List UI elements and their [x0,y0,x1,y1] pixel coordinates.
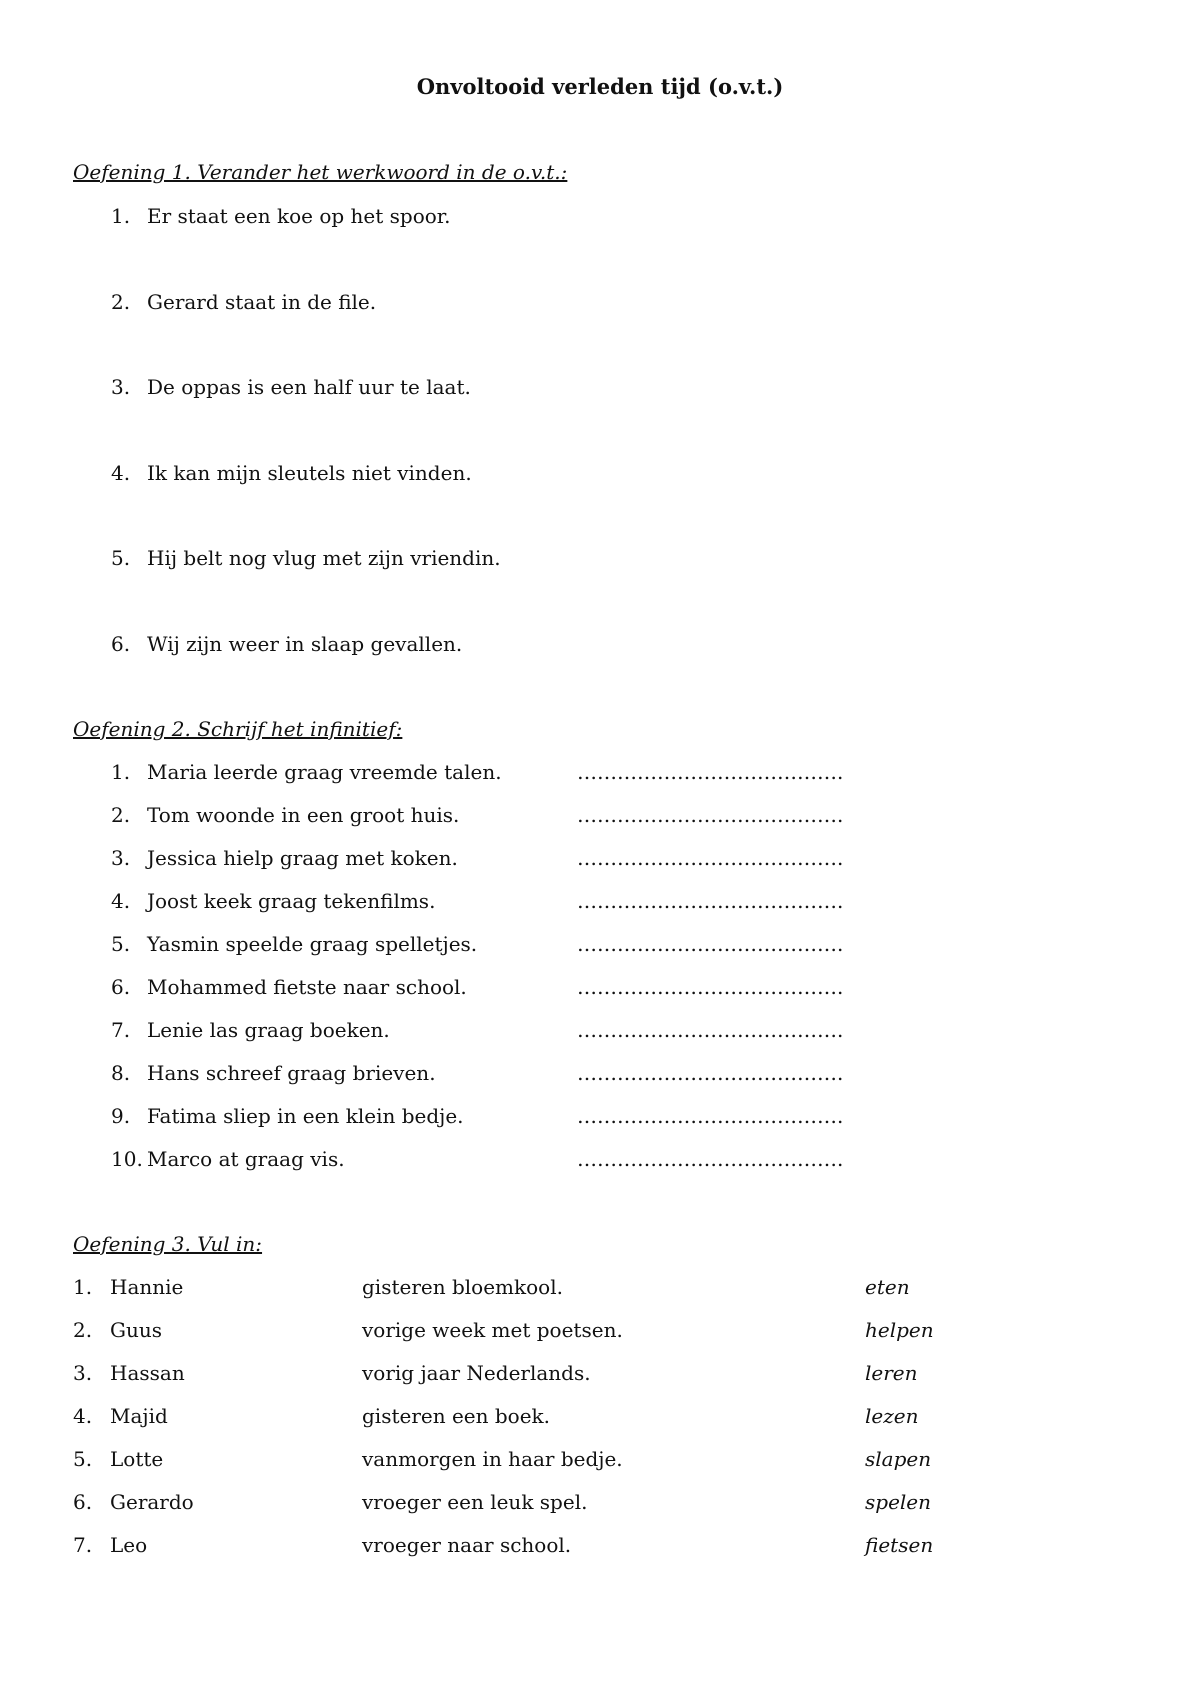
item-sentence: Joost keek graag tekenfilms. [147,889,436,913]
item-sentence: vorig jaar Nederlands. [362,1361,591,1385]
item-sentence: vroeger naar school. [362,1533,572,1557]
item-number: 7. [111,1018,131,1042]
exercise-1-heading: Oefening 1. Verander het werkwoord in de o.v.t.: [73,160,568,184]
item-name: Leo [110,1533,148,1557]
answer-blank[interactable]: …………………………………. [577,1018,844,1042]
item-sentence: Wij zijn weer in slaap gevallen. [147,632,463,656]
item-verb: lezen [865,1404,919,1428]
item-number: 2. [73,1318,93,1342]
item-sentence: Hans schreef graag brieven. [147,1061,436,1085]
answer-blank[interactable]: …………………………………. [577,1104,844,1128]
item-number: 1. [111,760,131,784]
answer-blank[interactable]: …………………………………. [577,846,844,870]
exercise-3-heading: Oefening 3. Vul in: [73,1232,263,1256]
item-name: Hassan [110,1361,185,1385]
answer-blank[interactable]: …………………………………. [577,803,844,827]
item-number: 2. [111,290,131,314]
item-sentence: vorige week met poetsen. [362,1318,623,1342]
item-number: 5. [111,546,131,570]
item-sentence: De oppas is een half uur te laat. [147,375,471,399]
item-verb: slapen [865,1447,932,1471]
answer-blank[interactable]: …………………………………. [577,975,844,999]
item-number: 6. [111,975,131,999]
item-sentence: Gerard staat in de file. [147,290,377,314]
item-sentence: vanmorgen in haar bedje. [362,1447,623,1471]
item-sentence: Hij belt nog vlug met zijn vriendin. [147,546,501,570]
item-sentence: Yasmin speelde graag spelletjes. [147,932,478,956]
answer-blank[interactable]: …………………………………. [577,889,844,913]
answer-blank[interactable]: …………………………………. [577,1147,844,1171]
item-verb: fietsen [865,1533,934,1557]
answer-blank[interactable]: …………………………………. [577,1061,844,1085]
item-verb: eten [865,1275,910,1299]
item-sentence: Mohammed fietste naar school. [147,975,467,999]
item-sentence: vroeger een leuk spel. [362,1490,588,1514]
item-name: Majid [110,1404,168,1428]
item-name: Lotte [110,1447,164,1471]
item-number: 4. [111,889,131,913]
item-verb: spelen [865,1490,932,1514]
item-name: Gerardo [110,1490,194,1514]
item-number: 1. [73,1275,93,1299]
item-number: 4. [73,1404,93,1428]
item-number: 7. [73,1533,93,1557]
item-verb: leren [865,1361,918,1385]
item-number: 3. [73,1361,93,1385]
item-sentence: Fatima sliep in een klein bedje. [147,1104,464,1128]
item-number: 5. [73,1447,93,1471]
item-sentence: gisteren een boek. [362,1404,551,1428]
item-sentence: gisteren bloemkool. [362,1275,563,1299]
item-number: 5. [111,932,131,956]
item-number: 6. [111,632,131,656]
item-name: Guus [110,1318,163,1342]
item-number: 10. [111,1147,143,1171]
item-number: 6. [73,1490,93,1514]
answer-blank[interactable]: …………………………………. [577,932,844,956]
item-number: 9. [111,1104,131,1128]
page-title: Onvoltooid verleden tijd (o.v.t.) [416,74,784,99]
item-sentence: Tom woonde in een groot huis. [147,803,460,827]
item-sentence: Lenie las graag boeken. [147,1018,390,1042]
item-sentence: Marco at graag vis. [147,1147,345,1171]
item-sentence: Jessica hielp graag met koken. [147,846,458,870]
item-name: Hannie [110,1275,184,1299]
item-sentence: Maria leerde graag vreemde talen. [147,760,502,784]
item-number: 1. [111,204,131,228]
exercise-2-heading: Oefening 2. Schrijf het infinitief: [73,717,403,741]
item-number: 3. [111,846,131,870]
item-sentence: Ik kan mijn sleutels niet vinden. [147,461,472,485]
answer-blank[interactable]: …………………………………. [577,760,844,784]
item-sentence: Er staat een koe op het spoor. [147,204,451,228]
item-number: 2. [111,803,131,827]
item-verb: helpen [865,1318,934,1342]
item-number: 4. [111,461,131,485]
item-number: 8. [111,1061,131,1085]
item-number: 3. [111,375,131,399]
